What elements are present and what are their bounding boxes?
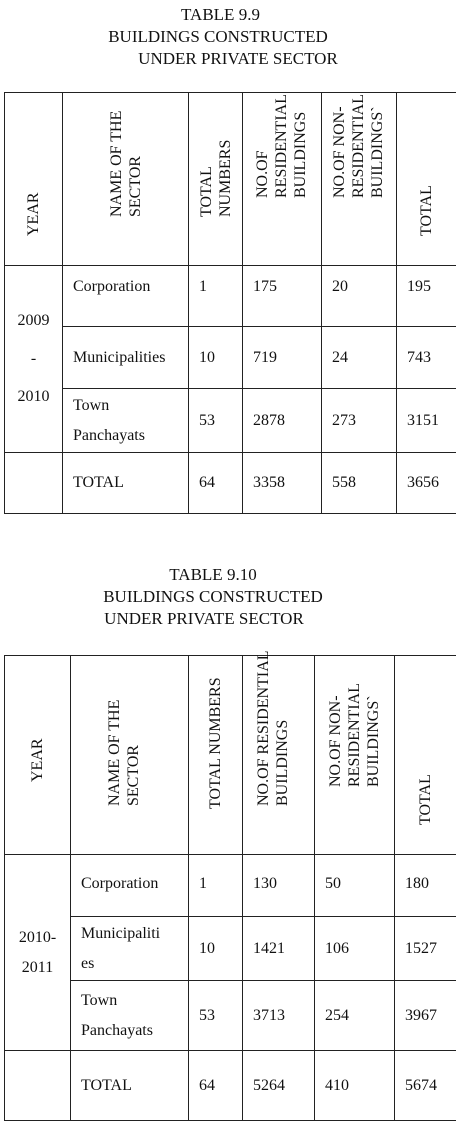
data-table (4, 650, 456, 1121)
value-cell: 254 (315, 981, 395, 1051)
column-header: NO.OF NON- RESIDENTIAL BUILDINGS` (315, 656, 395, 855)
value-cell: 719 (243, 327, 322, 389)
column-header: NO.OF RESIDENTIAL BUILDINGS (243, 656, 315, 855)
sector-cell: Municipaliti es (71, 917, 189, 981)
sector-cell: Corporation (71, 855, 189, 917)
table-title-line: BUILDINGS CONSTRUCTED (103, 587, 323, 606)
table-number: TABLE 9.9 (181, 5, 260, 24)
value-cell: 50 (315, 855, 395, 917)
value-cell: 273 (322, 389, 397, 453)
table-row (5, 389, 456, 453)
column-header: NO.OF RESIDENTIAL BUILDINGS (243, 93, 322, 266)
value-cell: 1 (189, 266, 243, 327)
value-cell: 180 (395, 855, 456, 917)
column-header: YEAR (5, 93, 63, 266)
table-title-line: UNDER PRIVATE SECTOR (138, 49, 338, 68)
table-caption (0, 564, 456, 630)
value-cell: 3358 (243, 453, 322, 514)
value-cell: 64 (189, 1051, 243, 1121)
value-cell: 20 (322, 266, 397, 327)
value-cell: 64 (189, 453, 243, 514)
sector-cell: Corporation (63, 266, 189, 327)
year-cell: 2010- 2011 (5, 855, 71, 1051)
value-cell: 3151 (397, 389, 456, 453)
value-cell: 24 (322, 327, 397, 389)
year-cell: 2009 - 2010 (5, 266, 63, 453)
column-header: TOTAL (395, 656, 456, 855)
value-cell: 106 (315, 917, 395, 981)
value-cell: 10 (189, 917, 243, 981)
value-cell: 1527 (395, 917, 456, 981)
value-cell: 2878 (243, 389, 322, 453)
total-row (5, 453, 456, 514)
total-label: TOTAL (63, 453, 189, 514)
table-row (5, 327, 456, 389)
total-row (5, 1051, 456, 1121)
table-row (5, 917, 456, 981)
value-cell: 195 (397, 266, 456, 327)
sector-cell: Town Panchayats (63, 389, 189, 453)
value-cell: 3713 (243, 981, 315, 1051)
column-header: TOTAL NUMBERS (189, 93, 243, 266)
value-cell: 410 (315, 1051, 395, 1121)
value-cell: 558 (322, 453, 397, 514)
column-header: NAME OF THE SECTOR (71, 656, 189, 855)
sector-cell: Town Panchayats (71, 981, 189, 1051)
header-row (5, 93, 456, 266)
value-cell: 743 (397, 327, 456, 389)
empty-cell (5, 1051, 71, 1121)
value-cell: 5264 (243, 1051, 315, 1121)
value-cell: 175 (243, 266, 322, 327)
table-number: TABLE 9.10 (169, 565, 257, 584)
column-header: NAME OF THE SECTOR (63, 93, 189, 266)
value-cell: 130 (243, 855, 315, 917)
column-header: NO.OF NON- RESIDENTIAL BUILDINGS` (322, 93, 397, 266)
header-row (5, 656, 456, 855)
value-cell: 1 (189, 855, 243, 917)
value-cell: 3656 (397, 453, 456, 514)
table-row (5, 855, 456, 917)
sector-cell: Municipalities (63, 327, 189, 389)
column-header: TOTAL NUMBERS (189, 656, 243, 855)
table-caption (0, 4, 456, 70)
table-title-line: BUILDINGS CONSTRUCTED (108, 27, 328, 46)
table-row (5, 266, 456, 327)
value-cell: 10 (189, 327, 243, 389)
empty-cell (5, 453, 63, 514)
column-header: TOTAL (397, 93, 456, 266)
total-label: TOTAL (71, 1051, 189, 1121)
value-cell: 53 (189, 981, 243, 1051)
value-cell: 3967 (395, 981, 456, 1051)
table-row (5, 981, 456, 1051)
value-cell: 1421 (243, 917, 315, 981)
value-cell: 53 (189, 389, 243, 453)
data-table (4, 92, 456, 514)
value-cell: 5674 (395, 1051, 456, 1121)
column-header: YEAR (5, 656, 71, 855)
table-title-line: UNDER PRIVATE SECTOR (104, 609, 304, 628)
